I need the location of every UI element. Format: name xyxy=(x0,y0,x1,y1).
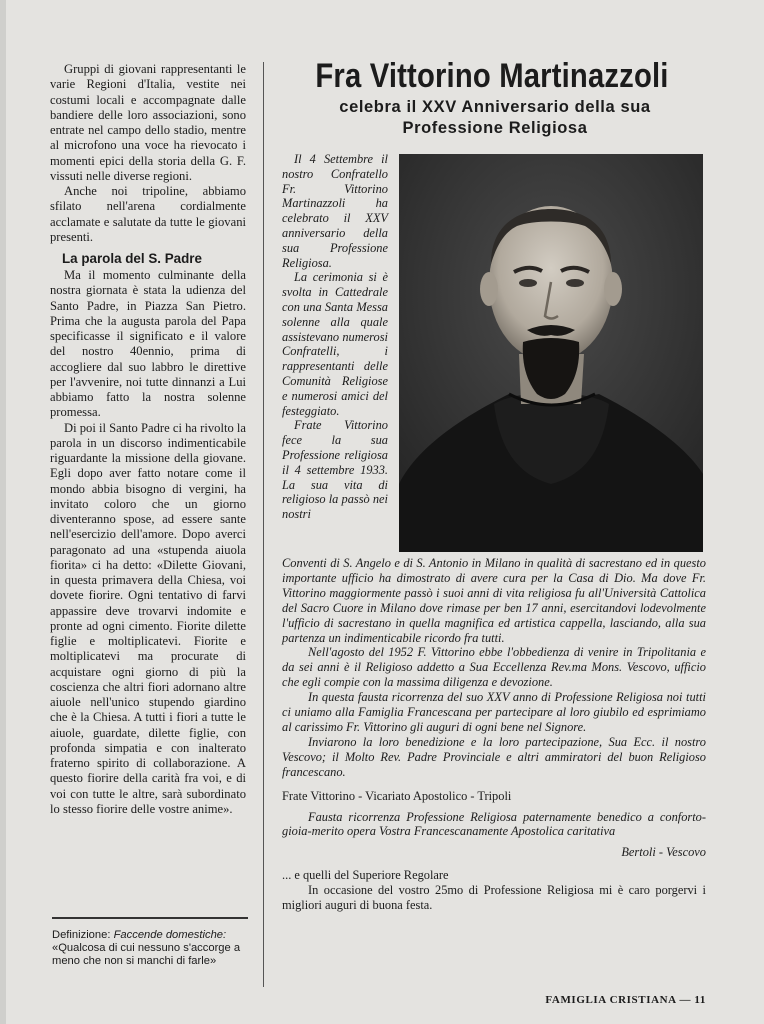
left-paragraph-1: Gruppi di giovani rappresentanti le varie Regioni d'Italia, vestite nei costumi locali e accompagnate dalle bandiere delle loro associazioni, sono entrate nel campo dello stadio, mentre al microfono una voce ha rievocato i momenti epici della storia della G. F. vissuti nelle diverse regioni. xyxy=(50,62,246,183)
page-footer: FAMIGLIA CRISTIANA — 11 xyxy=(545,994,706,1006)
final-paragraph: In occasione del vostro 25mo di Professione Religiosa mi è caro porgervi i migliori auguri di buona festa. xyxy=(282,883,706,913)
subtitle-line-2: Professione Religiosa xyxy=(402,119,588,137)
left-section-heading: La parola del S. Padre xyxy=(62,251,202,266)
left-paragraph-2: Anche noi tripoline, abbiamo sfilato nell'arena cordialmente acclamate e salutate da tutte le giovani presenti. xyxy=(50,184,246,244)
portrait-illustration xyxy=(399,154,703,552)
left-paragraph-3: Ma il momento culminante della nostra giornata è stata la udienza del Santo Padre, in Piazza San Pietro. Prima che la augusta parola del Papa specificasse il significato e il valore del nostro 40ennio, prima di accogliere dal suo labbro le direttive per l'avvenire, noi tutte dinnanzi a Lui abbiamo fatto la nostra solenne promessa. xyxy=(50,268,246,420)
subtitle-line-1: celebra il XXV Anniversario della sua xyxy=(339,98,651,116)
portrait-photo xyxy=(399,154,703,552)
left-paragraph-4: Di poi il Santo Padre ci ha rivolto la parola in un discorso indimenticabile riguardante la missione della giovane. Egli dopo aver fatto notare come il mondo abbia bisogno di vergini, ha invitato coloro che un giorno diventeranno spose, ad essere sante nell'esercizio dell'amore. Dopo averci paragonato ad una «stupenda aiuola fiorita» ci ha detto: «Dilette Giovani, in questa primavera della Chiesa, voi dovete fiorire. Ogni tentativo di farvi appassire deve trovarvi indomite e pronte ad ogni cimento. Fiorite dilette figlie e moltiplicatevi. Fiorite e moltiplicatevi ma procurate di acquistare ogni giorno di più la coscienza che altri fiori adornano altre aiuole nell'unico stupendo giardino che è la Chiesa. A tutti i fiori a tutte le aiuole, guardate, dilette figlie, con profonda simpatia e con inalterato fraterno spirito di collaborazione. A questo fiorire della carità fra voi, e di voi con tutte le altre, sarà subordinato lo stesso fiorire delle vostre anime». xyxy=(50,420,246,816)
right-body xyxy=(282,556,706,913)
column-divider xyxy=(263,62,264,987)
right-paragraph-3-continued: Conventi di S. Angelo e di S. Antonio in Milano in qualità di sacrestano ed in questo importante ufficio ha dimostrato di avere cura per la Casa di Dio. Ma dove Fr. Vittorino maggiormente passò i suoi anni di vita religiosa fu all'Università Cattolica del Sacro Cuore in Milano dove rimase per ben 17 anni, esercitandovi lodevolmente l'ufficio di sacrestano in quella magnifica ed artistica cappella, lasciando, alla sua partenza un indimenticabile ricordo fra tutti. xyxy=(282,556,706,645)
right-paragraph-5: In questa fausta ricorrenza del suo XXV anno di Professione Religiosa noi tutti ci uniamo alla Famiglia Francescana per partecipare al loro giubilo ed esprimiamo al carissimo Fr. Vittorino gli auguri di ogni bene nel Signore. xyxy=(282,690,706,734)
page-spine xyxy=(0,0,6,1024)
article-subtitle xyxy=(280,97,710,139)
telegram-text: Fausta ricorrenza Professione Religiosa paternamente benedico a conforto-gioia-merito opera Vostra Francescanamente Apostolica caritativa xyxy=(282,809,706,839)
footnote-text: «Qualcosa di cui nessuno s'accorge a meno che non si manchi di farle» xyxy=(52,942,241,968)
footnote-definition xyxy=(52,917,248,969)
narrow-column xyxy=(282,152,388,522)
right-paragraph-6: Inviarono la loro benedizione e la loro partecipazione, Sua Ecc. il nostro Vescovo; il Molto Rev. Padre Provinciale e altri ammiratori del buon Religioso francescano. xyxy=(282,734,706,779)
footnote-term: Faccende domestiche: xyxy=(113,929,227,941)
narrow-paragraph-2: La cerimonia si è svolta in Cattedrale con una Santa Messa solenne alla quale assistevano numerosi Confratelli, i rappresentanti delle Comunità Religiose e numerosi amici del festeggiato. xyxy=(282,270,388,418)
superior-line: ... e quelli del Superiore Regolare xyxy=(282,868,449,883)
telegram-header: Frate Vittorino - Vicariato Apostolico - Tripoli xyxy=(282,788,512,803)
telegram-signature: Bertoli - Vescovo xyxy=(621,845,706,860)
footnote-label: Definizione: xyxy=(52,929,111,941)
narrow-paragraph-1: Il 4 Settembre il nostro Confratello Fr. Vittorino Martinazzoli ha celebrato il XXV anniversario della sua Professione Religiosa. xyxy=(282,152,388,270)
article-title: Fra Vittorino Martinazzoli xyxy=(315,57,669,95)
right-paragraph-4: Nell'agosto del 1952 F. Vittorino ebbe l'obbedienza di venire in Tripolitania e da sei anni è il Religioso addetto a Sua Eccellenza Rev.ma Mons. Vescovo, ufficio che egli compie con la massima diligenza e devozione. xyxy=(282,645,706,690)
left-column xyxy=(50,62,246,817)
narrow-paragraph-3: Frate Vittorino fece la sua Professione religiosa il 4 settembre 1933. La sua vita di religioso la passò nei nostri xyxy=(282,418,388,522)
